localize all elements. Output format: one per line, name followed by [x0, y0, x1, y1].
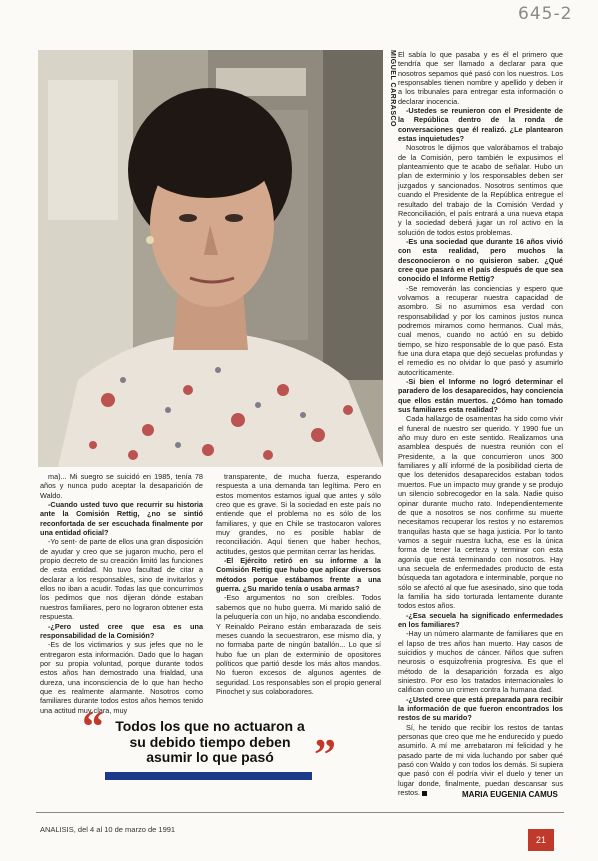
author-byline: MARIA EUGENIA CAMUS	[462, 790, 558, 799]
photo-credit	[386, 50, 398, 190]
article-column-2	[216, 472, 381, 726]
interview-question: -Si bien el Informe no logró determinar el paradero de los desaparecidos, hay conciencia que ellos están muertos. ¿Cómo han tomado sus familiares esta realidad?	[398, 377, 563, 415]
interview-question: -Ustedes se reunieron con el Presidente de la República dentro de la ronda de conversaciones que él realizó. ¿Le plantearon estas inquietudes?	[398, 106, 563, 144]
article-column-1	[40, 472, 203, 715]
interview-paragraph: Nosotros le dijimos que valorábamos el trabajo de la Comisión, pero también le expusimos el planteamiento que te acabo de señalar. Hubo un plan de exterminio y los responsables deben ser juzgados y sancionados. Nosotros sentimos que cuando el Presidente de la República entregue el resultado del trabajo de la Comisión Verdad y Reconciliación, el país entrará a una nueva etapa y la sociedad deberá jugar un rol activo en la solución de todos estos problemas.	[398, 143, 563, 237]
decorative-blue-bar	[105, 772, 312, 780]
interview-paragraph: transparente, de mucha fuerza, esperando respuesta a una demanda tan legítima. Pero en estos momentos estamos igual que antes y sólo creo que es grave. Si la sociedad en este país no entiende que el problema no es sólo de los familiares, y que en Chile se trastocaron valores muy grandes, no es posible hablar de reconciliación. Aquí tienen que haber hechos, actitudes, gestos que permitan cerrar las heridas.	[216, 472, 381, 556]
interview-paragraph: Sí, he tenido que recibir los restos de tantas personas que creo que me he endurecido y puedo asumirlo. A mí me arrebataron mi felicidad y he pasado parte de mi vida luchando por saber qué pasó con Waldo y con todos los demás. Si supiera que pasó con él podría vivir el duelo y tener un lugar donde, finalmente, puedan descansar sus restos.	[398, 722, 563, 798]
portrait-photo	[38, 50, 383, 467]
interview-paragraph: El sabía lo que pasaba y es él el primero que tendría que ser llamado a declarar para que nosotros sepamos qué pasó con los nuestros. Los responsables tienen nombre y apellido y deben ir a los tribunales para entregar esta información o declarar inocencia.	[398, 50, 563, 106]
interview-paragraph: -Se removerán las conciencias y espero que volvamos a recuperar nuestra capacidad de asombro. Si no asumimos esa verdad con responsabilidad y por los caminos justos nunca podremos miramos como hermanos. Cual más, cual menos, cuando no actúó en su debido tiempo, se hizo responsable de lo que pasó. Esta fue una dura etapa que dejó secuelas profundas y el remedio es no olvidar lo que pasó y asumirlo autocríticamente.	[398, 283, 563, 377]
handwritten-page-note: 645-2	[518, 4, 573, 24]
interview-question: -¿Pero usted cree que esa es una responsabilidad de la Comisión?	[40, 621, 203, 640]
footer-divider	[36, 812, 564, 813]
pull-quote-text: Todos los que no actuaron a su debido tiempo deben asumir lo que pasó	[115, 718, 305, 765]
interview-paragraph: -Eso argumentos no son creíbles. Todos sabemos que no hubo guerra. Mi marido salió de la peluquería con un hijo, no andaba escondiendo. Y Reinaldo Peirano están embarazada de seis meses cuando la secuestraron, ese mismo día, y no formaba parte de ningún batallón... Lo que sí hubo fue un plan de exterminio de opositores políticos que partió desde los más altos mandos. No fueron excesos de algunos agentes de seguridad. Los responsables son el propio general Pinochet y sus colaboradores.	[216, 593, 381, 696]
interview-paragraph: -Hay un número alarmante de familiares que en el lapso de tres años han muerto. Hay casos de suicidios y muchos de cáncer. Niños que sufren neurosis o esquizofrenia progresiva. Es que el método de la desaparición forzada es algo siniestro. Por eso los tratados internacionales lo califican como un crimen contra la humana dad.	[398, 629, 563, 695]
page-number: 21	[528, 829, 554, 851]
interview-question: -¿Esa secuela ha significado enfermedades en los familiares?	[398, 610, 563, 629]
end-of-article-mark	[422, 791, 427, 796]
open-quote-mark: “	[82, 702, 104, 751]
interview-paragraph: Cada hallazgo de osamentas ha sido como vivir el funeral de nuestro ser querido. Y 1990 fue un año muy duro en este sentido. Realizamos una asamblea después de nuestra reunión con el Presidente, a la que concurrieron unos 300 familiares y allí informé de la posibilidad cierta de que los detenidos desaparecidos estaban todos muertos. Fue un impacto muy grande y se produjo un silencio sobrecogedor en la sala. Nadie quiso opinar durante mucho rato. Independientemente de que a nosotros se nos confirme su muerte necesitamos recuperar los restos y no estaremos tranquilas hasta que se haga justicia. Por lo tanto vamos a seguir nuestra lucha, ese es la única forma de tener la certeza y terminar con esta agonía que está terminando con nosotros. Hay una secuela de enfermedades producto de esta búsqueda tan agotadora e interminable, porque no sólo se afectó al que fue asesinado, sino que toda la familia ha sido torturada lentamente durante todos estos años.	[398, 414, 563, 611]
interview-paragraph: ma)... Mi suegro se suicidó en 1985, tenía 78 años y nunca pudo aceptar la desaparición de Waldo.	[40, 472, 203, 500]
footer-publication: ANALISIS, del 4 al 10 de marzo de 1991	[40, 825, 176, 834]
close-quote-mark: ”	[314, 730, 336, 779]
interview-paragraph: -Yo sent- de parte de ellos una gran disposición de ayudar y creo que se jugaron mucho, pero el propio decreto de su creación limitó las funciones de esta entidad. No tuvo facultad de citar a declarar a los responsables, sino de invitarlos y ellos no iban a acudir. Todas las que concurrimos los pedimos que nos dijeran dónde estaban nuestros familiares, pero no lograron obtener esta respuesta.	[40, 537, 203, 622]
interview-question: -Es una sociedad que durante 16 años vivió con esta realidad, pero muchos la desconocieron o no quisieron saber. ¿Qué cree que pasará en el país después de que sea conocido el Informe Rettig?	[398, 236, 563, 284]
interview-question: -Cuando usted tuvo que recurrir su historia ante la Comisión Rettig, ¿no se sintió reconfortada de ser escuchada finalmente por una entidad oficial?	[40, 500, 203, 538]
interview-question: -¿Usted cree que está preparada para recibir la información de que fueron encontrados los restos de su marido?	[398, 694, 563, 723]
interview-question: -El Ejército retiró en su informe a la Comisión Rettig que hubo que aplicar diversos métodos porque estábamos frente a una guerra. ¿Su marido tenía o usaba armas?	[216, 556, 381, 594]
pull-quote	[82, 702, 336, 779]
photo-credit-text: MIGUEL CARRASCO	[389, 50, 396, 127]
interview-paragraph: -Es de los victimarios y sus jefes que no le entregaron esta información. Dado que lo hagan por su propia voluntad, porque durante todos estos años han demostrado una frialdad, una dureza, una inconsciencia de lo que han hecho que es realmente alarmante. Nosotros como familiares durante todos estos años hemos tenido una actitud muy clara, muy	[40, 640, 203, 715]
